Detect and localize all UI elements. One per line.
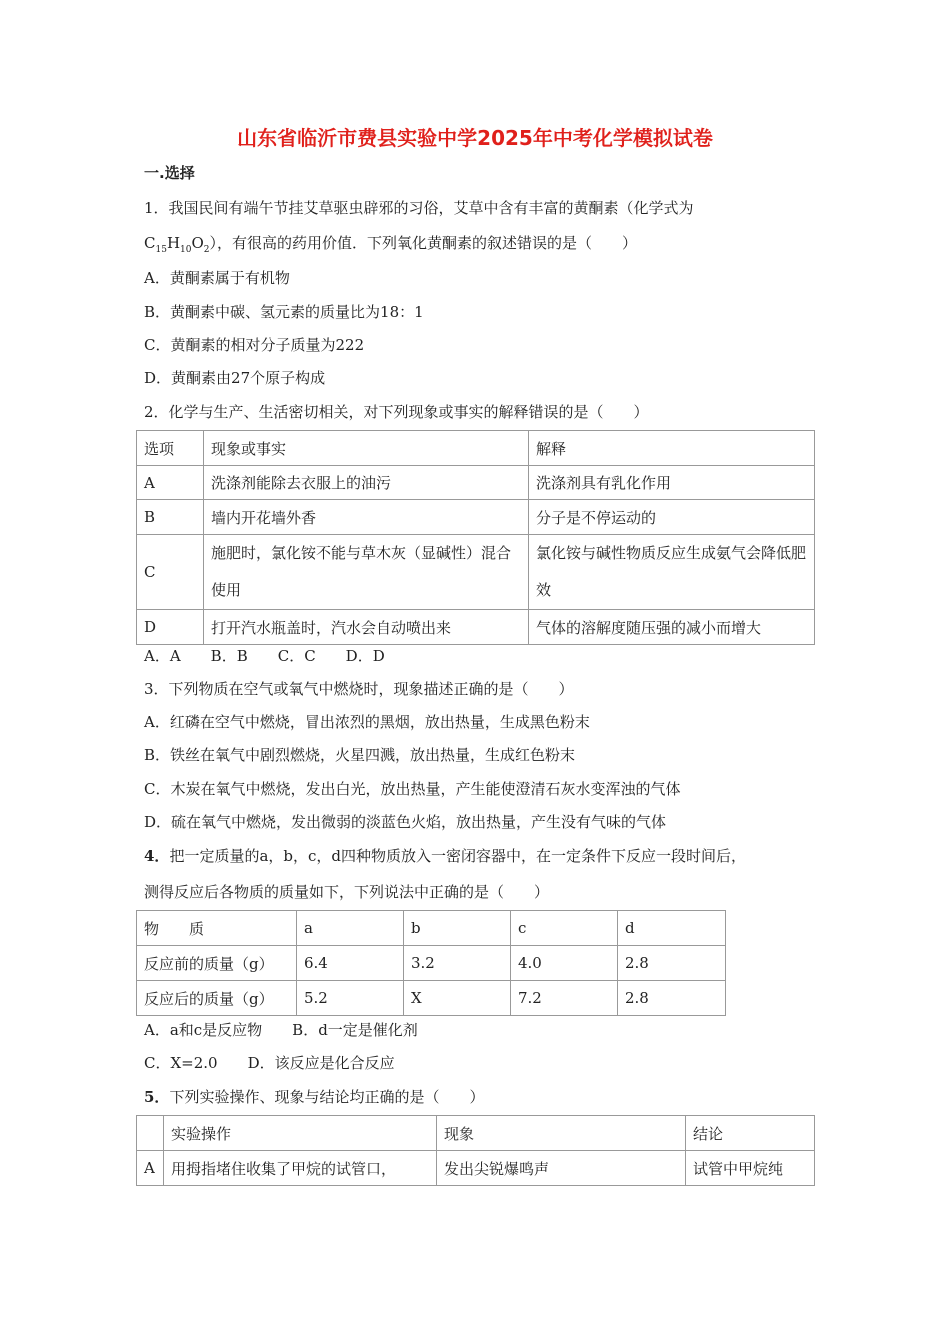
formula-o-sub: 2 [203,245,210,255]
q4-answers-line2: C．X=2.0 D．该反应是化合反应 [144,1054,395,1072]
q1-stem-line1: 1．我国民间有端午节挂艾草驱虫辟邪的习俗，艾草中含有丰富的黄酮素（化学式为 [144,199,694,217]
q5-stem-text: 下列实验操作、现象与结论均正确的是（ ） [169,1088,485,1106]
table-row [137,981,726,1016]
formula-h-sub: 10 [180,245,192,255]
table-header-row [137,431,815,466]
table-cell: C [137,535,204,610]
q4-table [136,910,726,1016]
formula-c: C [144,234,156,252]
table-cell: 7.2 [511,981,618,1016]
table-header-cell: a [297,911,404,946]
table-cell: 3.2 [404,946,511,981]
q4-stem-line1 [144,845,746,866]
table-cell: 用拇指堵住收集了甲烷的试管口， [164,1151,437,1186]
table-cell: 洗涤剂具有乳化作用 [529,466,815,500]
table-cell: 4.0 [511,946,618,981]
table-header-row [137,911,726,946]
table-cell: X [404,981,511,1016]
table-header-cell [137,1116,164,1151]
q1-option-d: D．黄酮素由27个原子构成 [144,369,326,387]
table-cell: 发出尖锐爆鸣声 [437,1151,686,1186]
table-cell: 反应后的质量（g） [137,981,297,1016]
q5-table [136,1115,815,1186]
table-header-cell: d [618,911,726,946]
q1-option-c: C．黄酮素的相对分子质量为222 [144,336,365,354]
page-title: 山东省临沂市费县实验中学2025年中考化学模拟试卷 [237,126,713,150]
table-header-cell: 现象或事实 [204,431,529,466]
table-cell: 2.8 [618,981,726,1016]
table-header-cell: b [404,911,511,946]
table-cell: 打开汽水瓶盖时，汽水会自动喷出来 [204,610,529,645]
table-header-cell: 结论 [686,1116,815,1151]
table-cell: 2.8 [618,946,726,981]
q3-option-d: D．硫在氧气中燃烧，发出微弱的淡蓝色火焰，放出热量，产生没有气味的气体 [144,813,667,831]
table-cell: 6.4 [297,946,404,981]
section-heading: 一.选择 [144,164,195,182]
q3-option-a: A．红磷在空气中燃烧，冒出浓烈的黑烟，放出热量，生成黑色粉末 [144,713,590,731]
table-cell: 反应前的质量（g） [137,946,297,981]
table-cell: D [137,610,204,645]
table-cell: 5.2 [297,981,404,1016]
formula-o: O [191,234,204,252]
formula-c-sub: 15 [155,245,167,255]
table-cell: B [137,500,204,535]
table-cell: 分子是不停运动的 [529,500,815,535]
table-cell: 试管中甲烷纯 [686,1151,815,1186]
q1-option-b: B．黄酮素中碳、氢元素的质量比为18：1 [144,303,424,321]
table-cell: 墙内开花墙外香 [204,500,529,535]
table-cell: A [137,466,204,500]
table-cell: 氯化铵与碱性物质反应生成氨气会降低肥效 [529,535,815,610]
q5-number: 5． [144,1088,170,1106]
table-cell: 洗涤剂能除去衣服上的油污 [204,466,529,500]
q1-stem-rest: ），有很高的药用价值．下列氧化黄酮素的叙述错误的是（ ） [209,234,638,252]
q3-option-b: B．铁丝在氧气中剧烈燃烧，火星四溅，放出热量，生成红色粉末 [144,746,576,764]
table-header-row [137,1116,815,1151]
formula-h: H [166,234,181,252]
q4-answers-line1: A．a和c是反应物 B．d一定是催化剂 [144,1021,418,1039]
table-cell: 施肥时，氯化铵不能与草木灰（显碱性）混合使用 [204,535,529,610]
q4-number: 4． [144,847,170,865]
table-header-cell: 物 质 [137,911,297,946]
q2-stem: 2．化学与生产、生活密切相关，对下列现象或事实的解释错误的是（ ） [144,403,649,421]
table-cell: A [137,1151,164,1186]
q5-stem [144,1086,484,1107]
table-header-cell: 实验操作 [164,1116,437,1151]
q2-answers: A．A B．B C．C D．D [144,647,385,665]
table-row [137,946,726,981]
q1-stem-line2 [144,232,637,255]
table-header-cell: 现象 [437,1116,686,1151]
table-row [137,610,815,645]
table-cell: 气体的溶解度随压强的减小而增大 [529,610,815,645]
table-row [137,1151,815,1186]
q3-stem: 3．下列物质在空气或氧气中燃烧时，现象描述正确的是（ ） [144,680,574,698]
q3-option-c: C．木炭在氧气中燃烧，发出白光，放出热量，产生能使澄清石灰水变浑浊的气体 [144,780,681,798]
q2-table [136,430,815,645]
table-header-cell: c [511,911,618,946]
table-row [137,500,815,535]
table-header-cell: 选项 [137,431,204,466]
table-header-cell: 解释 [529,431,815,466]
q4-stem-text: 把一定质量的a，b，c，d四种物质放入一密闭容器中，在一定条件下反应一段时间后， [169,847,746,865]
table-row [137,535,815,610]
q1-option-a: A．黄酮素属于有机物 [144,269,290,287]
table-row [137,466,815,500]
q4-stem-line2: 测得反应后各物质的质量如下，下列说法中正确的是（ ） [144,883,550,901]
